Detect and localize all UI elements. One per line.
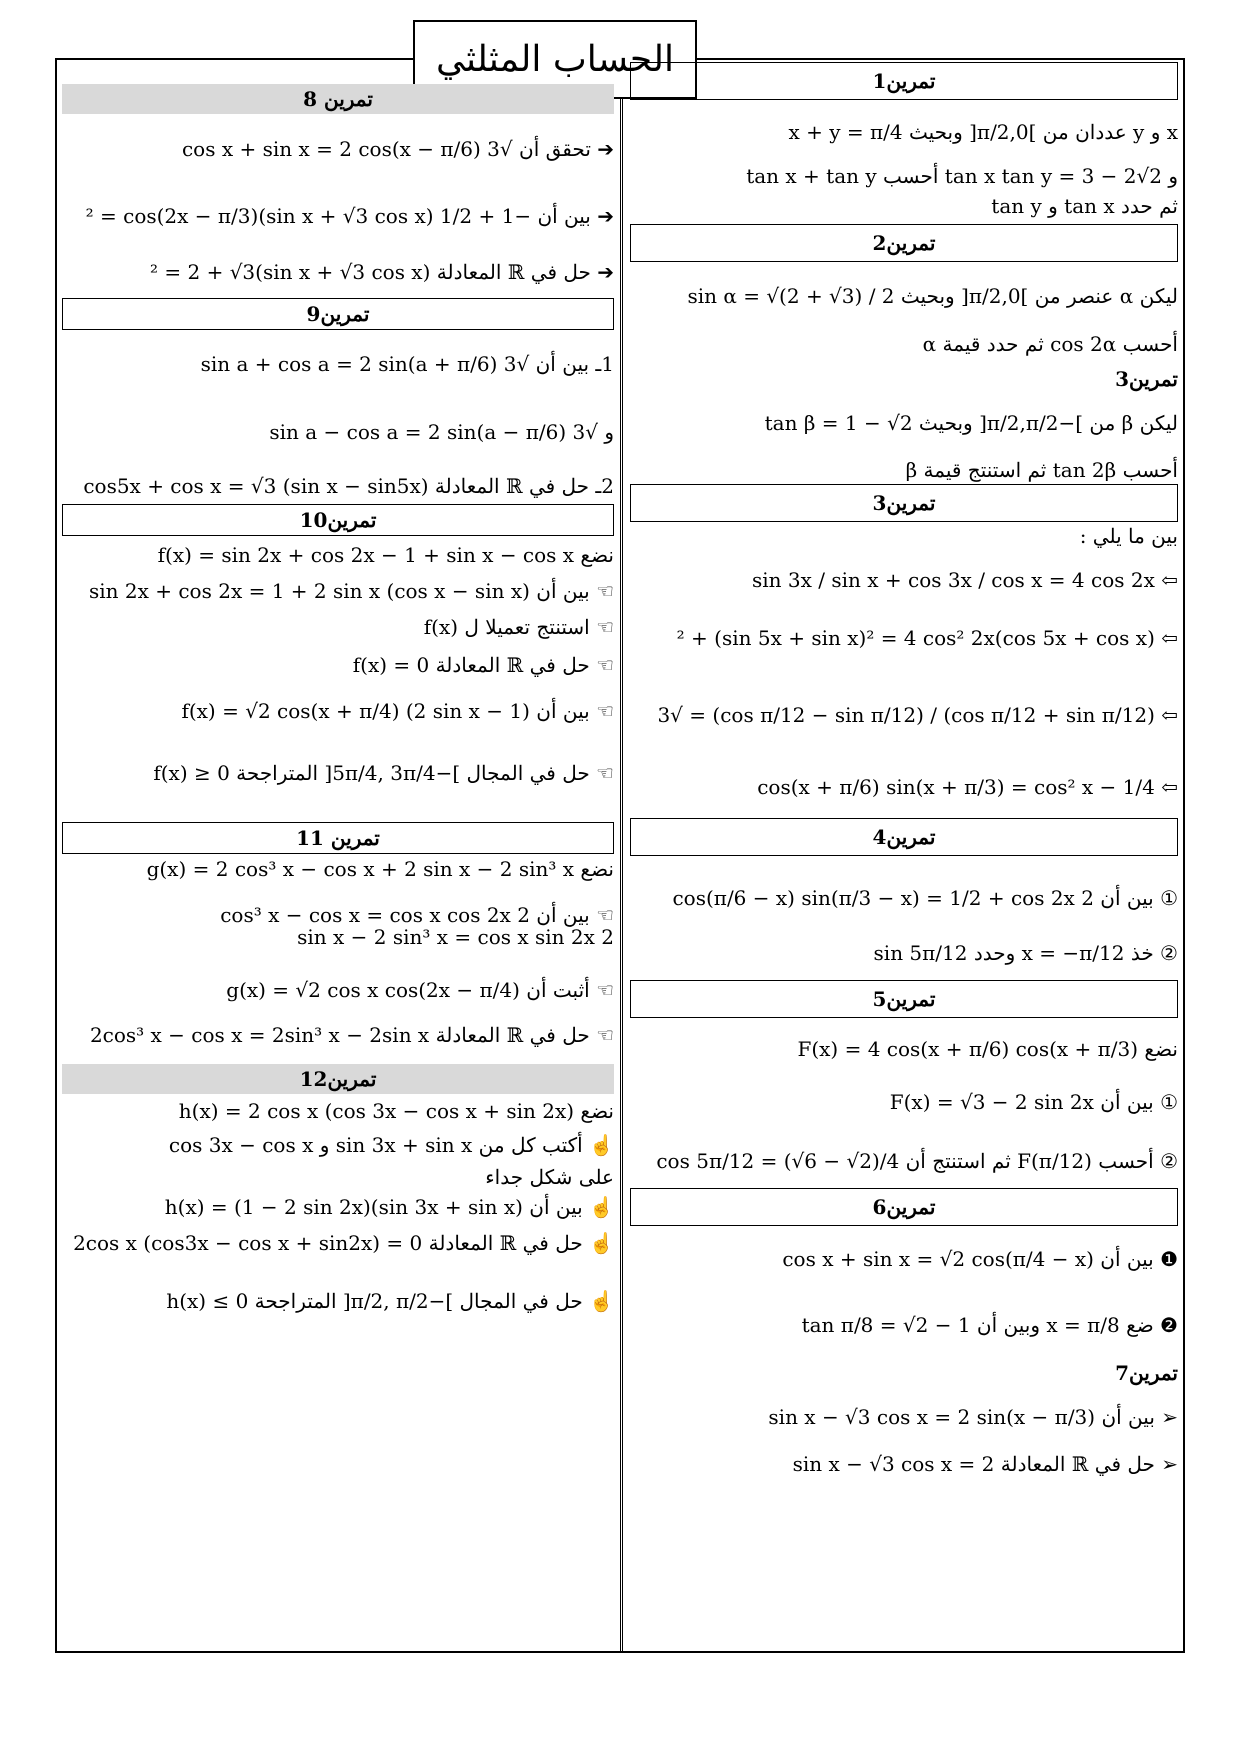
exercise-line: ② أحسب F(π/12) ثم استنتج أن cos 5π/12 = (√6 − √2)/4 xyxy=(656,1149,1178,1173)
exercise-line: ② خذ x = −π/12 وحدد sin 5π/12 xyxy=(873,941,1178,965)
exercise-line: ☜ بين أن sin 2x + cos 2x = 1 + 2 sin x (cos x − sin x) xyxy=(88,579,614,603)
exercise-line: x و y عددان من ]0,π/2[ وبحيث x + y = π/4 xyxy=(788,120,1178,144)
exercise-header: تمرين12 xyxy=(62,1064,614,1094)
exercise-line: على شكل جداء xyxy=(485,1165,614,1189)
exercise-line: ➔ بين أن −1 + 1/2 (sin x + √3 cos x)² = cos(2x − π/3) xyxy=(85,204,614,228)
exercise-line: ➔ حل في ℝ المعادلة (sin x + √3 cos x)² = 2 + √3 xyxy=(150,260,614,284)
exercise-line: ☝ حل في المجال ]−π/2, π/2[ المتراجحة h(x) ≤ 0 xyxy=(166,1289,614,1313)
exercise-line: ➢ بين أن sin x − √3 cos x = 2 sin(x − π/3) xyxy=(768,1405,1178,1429)
exercise-line: ➢ حل في ℝ المعادلة sin x − √3 cos x = 2 xyxy=(792,1452,1178,1476)
exercise-line: ☝ بين أن h(x) = (1 − 2 sin 2x)(sin 3x + sin x) xyxy=(164,1195,614,1219)
exercise-line: ثم حدد tan x و tan y xyxy=(991,194,1178,218)
exercise-header: تمرين6 xyxy=(630,1188,1178,1226)
exercise-header: تمرين 8 xyxy=(62,84,614,114)
exercise-line: ☜ حل في ℝ المعادلة 2cos³ x − cos x = 2sin³ x − 2sin x xyxy=(89,1023,614,1047)
exercise-line: 1ـ بين أن √3 sin a + cos a = 2 sin(a + π/6) xyxy=(200,352,614,376)
page-title: الحساب المثلثي xyxy=(413,20,697,99)
exercise-header: تمرين3 xyxy=(1115,367,1178,391)
exercise-header: تمرين4 xyxy=(630,818,1178,856)
exercise-line: ☜ حل في ℝ المعادلة f(x) = 0 xyxy=(352,653,614,677)
exercise-line: ⇦ sin 3x / sin x + cos 3x / cos x = 4 cos 2x xyxy=(751,568,1178,592)
exercise-line: نضع f(x) = sin 2x + cos 2x − 1 + sin x − cos x xyxy=(157,543,614,567)
exercise-header: تمرين1 xyxy=(630,62,1178,100)
exercise-line: نضع F(x) = 4 cos(x + π/6) cos(x + π/3) xyxy=(797,1037,1178,1061)
exercise-header: تمرين5 xyxy=(630,980,1178,1018)
column-divider xyxy=(620,58,623,1653)
exercise-header: تمرين7 xyxy=(1115,1361,1178,1385)
exercise-line: ❶ بين أن cos x + sin x = √2 cos(π/4 − x) xyxy=(782,1247,1178,1271)
exercise-line: نضع h(x) = 2 cos x (cos 3x − cos x + sin 2x) xyxy=(178,1099,614,1123)
exercise-line: 2ـ حل في ℝ المعادلة cos5x + cos x = √3 (sin x − sin5x) xyxy=(83,474,614,498)
exercise-line: ☜ استنتج تعميلا ل f(x) xyxy=(423,615,614,639)
exercise-line: ☜ بين أن f(x) = √2 cos(x + π/4) (2 sin x − 1) xyxy=(181,699,614,723)
exercise-line: بين ما يلي : xyxy=(1079,524,1178,548)
exercise-line: ⇦ (cos π/12 + sin π/12) / (cos π/12 − sin π/12) = √3 xyxy=(657,703,1178,727)
exercise-line: ① بين أن F(x) = √3 − 2 sin 2x xyxy=(889,1090,1178,1114)
exercise-line: نضع g(x) = 2 cos³ x − cos x + 2 sin x − 2 sin³ x xyxy=(146,857,614,881)
exercise-line: ① بين أن 2 cos(π/6 − x) sin(π/3 − x) = 1/2 + cos 2x xyxy=(672,886,1178,910)
exercise-line: و √3 sin a − cos a = 2 sin(a − π/6) xyxy=(269,420,614,444)
exercise-line: 2 sin x − 2 sin³ x = cos x sin 2x xyxy=(297,925,614,949)
exercise-line: ➔ تحقق أن √3 cos x + sin x = 2 cos(x − π/6) xyxy=(181,137,614,161)
exercise-header: تمرين10 xyxy=(62,504,614,536)
exercise-line: أحسب cos 2α ثم حدد قيمة α xyxy=(922,332,1178,356)
exercise-line: ☜ أثبت أن g(x) = √2 cos x cos(2x − π/4) xyxy=(226,978,614,1002)
exercise-line: ☝ حل في ℝ المعادلة 2cos x (cos3x − cos x + sin2x) = 0 xyxy=(73,1231,614,1255)
exercise-header: تمرين2 xyxy=(630,224,1178,262)
exercise-line: ليكن β من ]−π/2,π/2[ وبحيث tan β = 1 − √2 xyxy=(764,411,1178,435)
exercise-line: أحسب tan 2β ثم استنتج قيمة β xyxy=(905,458,1178,482)
exercise-line: ليكن α عنصر من ]0,π/2[ وبحيث sin α = √(2 + √3) / 2 xyxy=(687,284,1178,308)
exercise-header: تمرين9 xyxy=(62,298,614,330)
exercise-line: ⇦ (cos 5x + cos x)² + (sin 5x + sin x)² = 4 cos² 2x xyxy=(676,626,1178,650)
exercise-line: ⇦ cos(x + π/6) sin(x + π/3) = cos² x − 1/4 xyxy=(757,775,1178,799)
exercise-line: ❷ ضع x = π/8 وبين أن tan π/8 = √2 − 1 xyxy=(801,1313,1178,1337)
exercise-line: ☜ بين أن 2 cos³ x − cos x = cos x cos 2x xyxy=(220,903,614,927)
exercise-line: و tan x tan y = 3 − 2√2 أحسب tan x + tan y xyxy=(746,164,1178,188)
exercise-header: تمرين3 xyxy=(630,484,1178,522)
exercise-line: ☜ حل في المجال ]−5π/4, 3π/4[ المتراجحة f(x) ≥ 0 xyxy=(153,761,614,785)
exercise-header: تمرين 11 xyxy=(62,822,614,854)
exercise-line: ☝ أكتب كل من sin 3x + sin x و cos 3x − cos x xyxy=(168,1133,614,1157)
